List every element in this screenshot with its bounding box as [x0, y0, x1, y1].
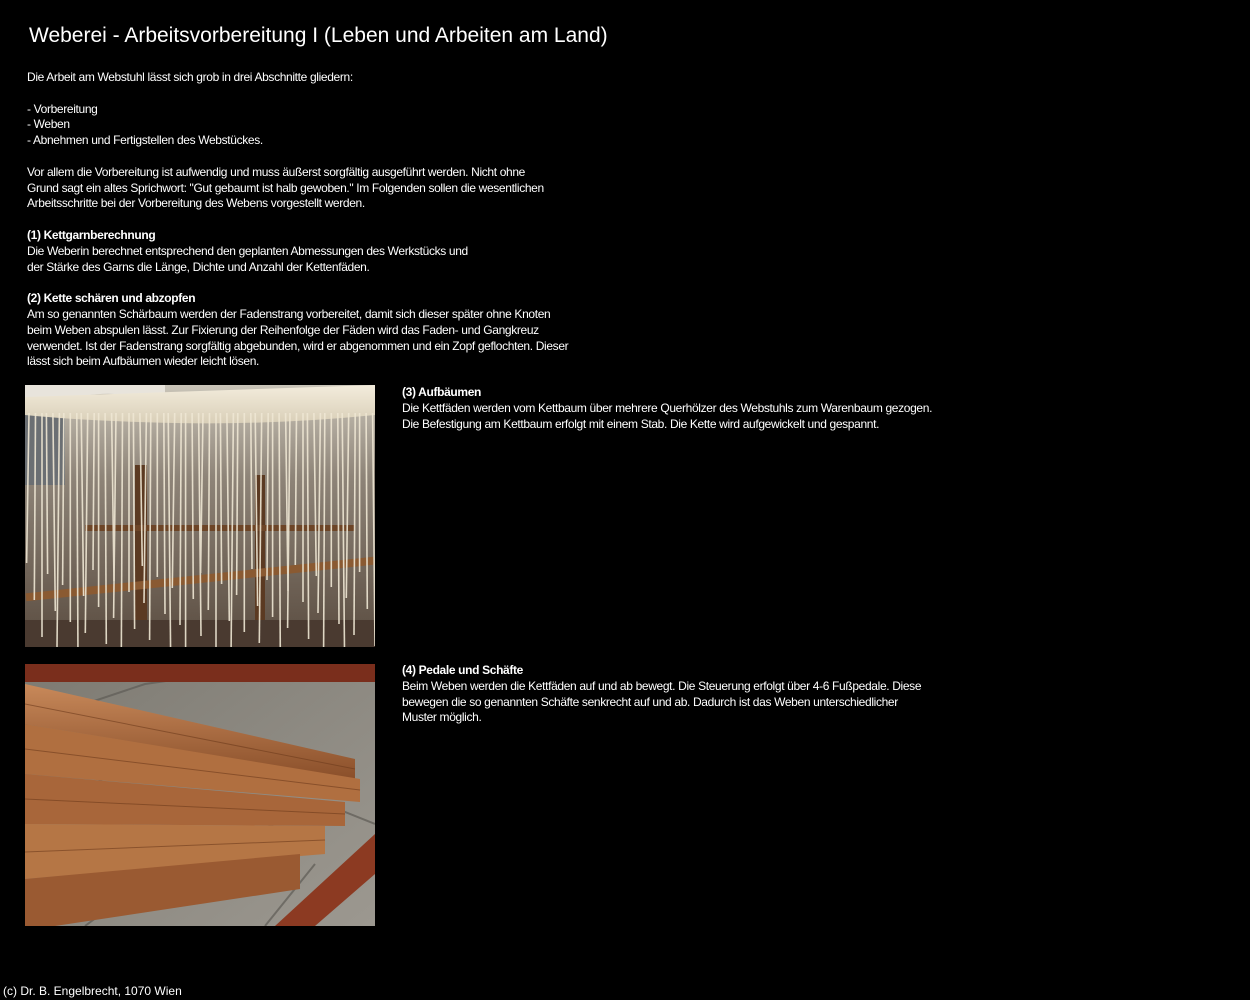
section-heading-4: (4) Pedale und Schäfte: [402, 663, 523, 677]
paragraph-line: Grund sagt ein altes Sprichwort: "Gut gebaumt ist halb gewoben." Im Folgenden sollen die wesentlichen: [27, 180, 544, 195]
paragraph-line: Die Befestigung am Kettbaum erfolgt mit einem Stab. Die Kette wird aufgewickelt und gespannt.: [402, 416, 880, 431]
copyright-footer: (c) Dr. B. Engelbrecht, 1070 Wien: [3, 984, 182, 998]
paragraph-line: Die Kettfäden werden vom Kettbaum über mehrere Querhölzer des Webstuhls zum Warenbaum gezogen.: [402, 400, 933, 415]
section-4-text: [402, 663, 1002, 726]
paragraph-line: Beim Weben werden die Kettfäden auf und ab bewegt. Die Steuerung erfolgt über 4-6 Fußpedale. Diese: [402, 678, 922, 693]
section-heading-1: (1) Kettgarnberechnung: [27, 227, 156, 242]
section-heading-2: (2) Kette schären und abzopfen: [27, 291, 196, 306]
paragraph-line: Die Weberin berechnet entsprechend den geplanten Abmessungen des Werkstücks und: [27, 243, 468, 258]
wooden-pedals-photo: [25, 664, 375, 926]
paragraph-line: Arbeitsschritte bei der Vorbereitung des Webens vorgestellt werden.: [27, 196, 365, 211]
paragraph-line: beim Weben abspulen lässt. Zur Fixierung der Reihenfolge der Fäden wird das Faden- und Gangkreuz: [27, 322, 539, 337]
paragraph-line: verwendet. Ist der Fadenstrang sorgfältig abgebunden, wird er abgenommen und ein Zopf geflochten. Dieser: [27, 338, 569, 353]
paragraph-line: Muster möglich.: [402, 710, 482, 725]
paragraph-line: Vor allem die Vorbereitung ist aufwendig und muss äußerst sorgfältig ausgeführt werden. Nicht ohne: [27, 164, 526, 179]
page-title: Weberei - Arbeitsvorbereitung I (Leben und Arbeiten am Land): [29, 24, 608, 47]
paragraph-line: lässt sich beim Aufbäumen wieder leicht lösen.: [27, 354, 260, 369]
paragraph-line: Am so genannten Schärbaum werden der Fadenstrang vorbereitet, damit sich dieser später ohne Knoten: [27, 306, 551, 321]
list-item: - Weben: [27, 117, 70, 132]
paragraph-line: bewegen die so genannten Schäfte senkrecht auf und ab. Dadurch ist das Weben unterschiedlicher: [402, 694, 898, 709]
intro-text: [27, 70, 627, 370]
loom-warp-threads-photo: [25, 385, 375, 647]
list-item: - Abnehmen und Fertigstellen des Webstückes.: [27, 133, 263, 148]
paragraph-line: der Stärke des Garns die Länge, Dichte und Anzahl der Kettenfäden.: [27, 259, 370, 274]
section-3-text: [402, 385, 1002, 432]
intro-lead: Die Arbeit am Webstuhl lässt sich grob in drei Abschnitte gliedern:: [27, 70, 353, 84]
section-heading-3: (3) Aufbäumen: [402, 385, 482, 399]
list-item: - Vorbereitung: [27, 101, 98, 116]
